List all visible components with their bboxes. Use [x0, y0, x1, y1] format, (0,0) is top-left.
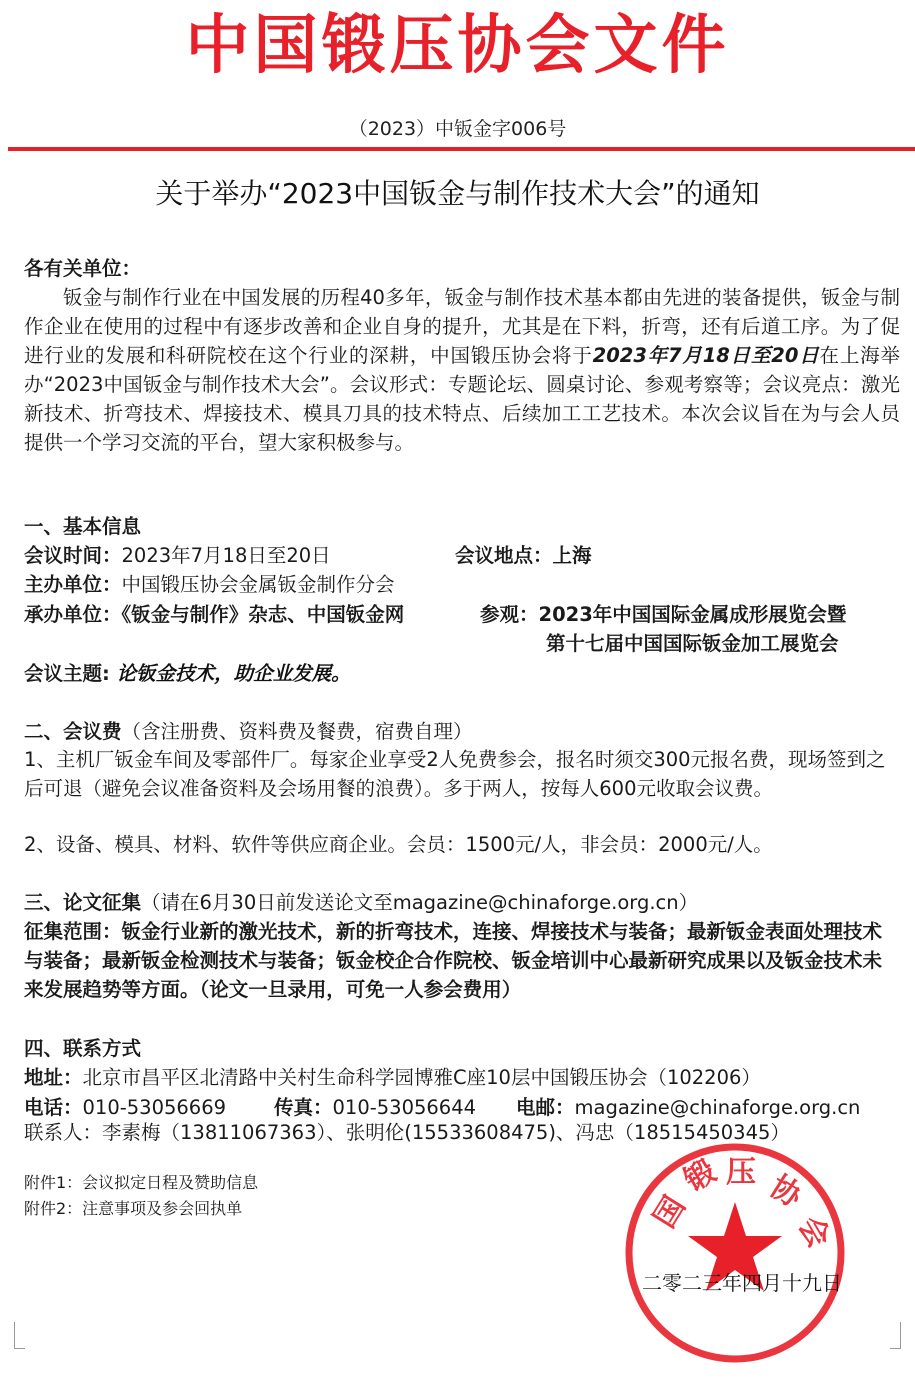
issue-date: 二零二三年四月十九日: [642, 1271, 842, 1295]
attachment-1: 附件1：会议拟定日程及赞助信息: [24, 1173, 259, 1192]
fax-value: 010-53056644: [332, 1096, 477, 1119]
email-row: [516, 1094, 860, 1122]
page-corner-mark-left: [14, 1322, 25, 1349]
phone-row: [24, 1094, 226, 1122]
organizer-label: 承办单位：: [24, 603, 122, 626]
meeting-time-value: 2023年7月18日至20日: [121, 544, 331, 567]
intro-text-part2: 在上海举办“2023中国钣金与制作技术大会”。会议形式：专题论坛、圆桌讨论、参观考察等；会议亮点：激光新技术、折弯技术、焊接技术、模具刀具的技术特点、后续加工工艺技术。本次会议旨在为与会人员提供一个学习交流的平台，望大家积极参与。: [24, 344, 900, 454]
phone-label: 电话：: [24, 1096, 83, 1119]
visit-label: 参观：: [480, 603, 539, 626]
meeting-time-row: [24, 542, 331, 570]
seal-char-2: 锻: [678, 1153, 722, 1199]
organizer-row: [24, 601, 404, 629]
contact-value: 李素梅（13811067363）、张明伦(15533608475)、冯忠（18515450345）: [102, 1121, 790, 1144]
email-value: magazine@chinaforge.org.cn: [574, 1096, 861, 1119]
seal-char-3: 压: [726, 1155, 756, 1190]
meeting-place-label: 会议地点：: [455, 544, 553, 567]
fax-row: [274, 1094, 476, 1122]
section3-heading-note: （请在6月30日前发送论文至magazine@chinaforge.org.cn）: [141, 891, 699, 914]
visit-line1: 2023年中国国际金属成形展览会暨: [538, 603, 847, 626]
seal-char-5: 会: [791, 1210, 837, 1254]
attachment-2: 附件2：注意事项及参会回执单: [24, 1199, 243, 1218]
host-row: [24, 571, 395, 599]
meeting-place-row: [455, 542, 592, 570]
header-red-rule: [8, 147, 915, 151]
meeting-time-label: 会议时间：: [24, 544, 122, 567]
meeting-place-value: 上海: [552, 544, 592, 567]
phone-value: 010-53056669: [82, 1096, 227, 1119]
theme-row: [24, 660, 351, 688]
official-seal: [622, 1140, 848, 1366]
section2-heading-row: [24, 718, 473, 746]
section3-heading-row: [24, 889, 698, 917]
paper-call-body: 征集范围：钣金行业新的激光技术，新的折弯技术，连接、焊接技术与装备；最新钣金表面处理技术与装备；最新钣金检测技术与装备；钣金校企合作院校、钣金培训中心最新研究成果以及钣金技术未来发展趋势等方面。（论文一旦录用，可免一人参会费用）: [24, 920, 883, 1001]
address-label: 地址：: [24, 1066, 83, 1089]
intro-text-part1: 钣金与制作行业在中国发展的历程40多年，钣金与制作技术基本都由先进的装备提供，钣金与制作企业在使用的过程中有逐步改善和企业自身的提升，尤其是在下料，折弯，还有后道工序。为了促进行业的发展和科研院校在这个行业的深耕，中国锻压协会将于: [24, 286, 900, 367]
document-number: （2023）中钣金字006号: [348, 118, 567, 140]
address-value: 北京市昌平区北清路中关村生命科学园博雅C座10层中国锻压协会（102206）: [82, 1066, 761, 1089]
salutation: 各有关单位：: [24, 257, 142, 280]
theme-label: 会议主题:: [24, 662, 110, 685]
visit-row: [480, 601, 846, 629]
fee-item-1: 1、主机厂钣金车间及零部件厂。每家企业享受2人免费参会，报名时须交300元报名费，现场签到之后可退（避免会议准备资料及会场用餐的浪费）。多于两人，按每人600元收取会议费。: [24, 748, 886, 800]
section2-heading: 二、会议费: [24, 720, 122, 743]
page-corner-mark-right: [890, 1322, 901, 1349]
theme-value: 论钣金技术，助企业发展。: [116, 662, 351, 685]
intro-date-emphasis: 2023年7月18日至20日: [592, 344, 820, 367]
intro-paragraph: [24, 283, 900, 457]
email-label: 电邮：: [516, 1096, 575, 1119]
section3-heading: 三、论文征集: [24, 891, 142, 914]
seal-char-1: 国: [647, 1190, 693, 1235]
notice-title: 关于举办“2023中国钣金与制作技术大会”的通知: [155, 177, 760, 210]
header-title: 中国锻压协会文件: [185, 9, 730, 83]
address-row: [24, 1064, 761, 1092]
host-value: 中国锻压协会金属钣金制作分会: [121, 573, 395, 596]
intro-block: [24, 254, 900, 457]
seal-char-4: 协: [763, 1169, 808, 1215]
contact-label: 联系人：: [24, 1121, 103, 1144]
organizer-value: 《钣金与制作》杂志、中国钣金网: [121, 603, 405, 626]
section2-heading-note: （含注册费、资料费及餐费，宿费自理）: [121, 720, 473, 743]
host-label: 主办单位：: [24, 573, 122, 596]
section1-heading: 一、基本信息: [24, 515, 142, 538]
fee-item-2: 2、设备、模具、材料、软件等供应商企业。会员：1500元/人，非会员：2000元/人。: [24, 833, 773, 856]
visit-line2: 第十七届中国国际钣金加工展览会: [546, 632, 839, 655]
fax-label: 传真：: [274, 1096, 333, 1119]
section4-heading: 四、联系方式: [24, 1037, 142, 1060]
